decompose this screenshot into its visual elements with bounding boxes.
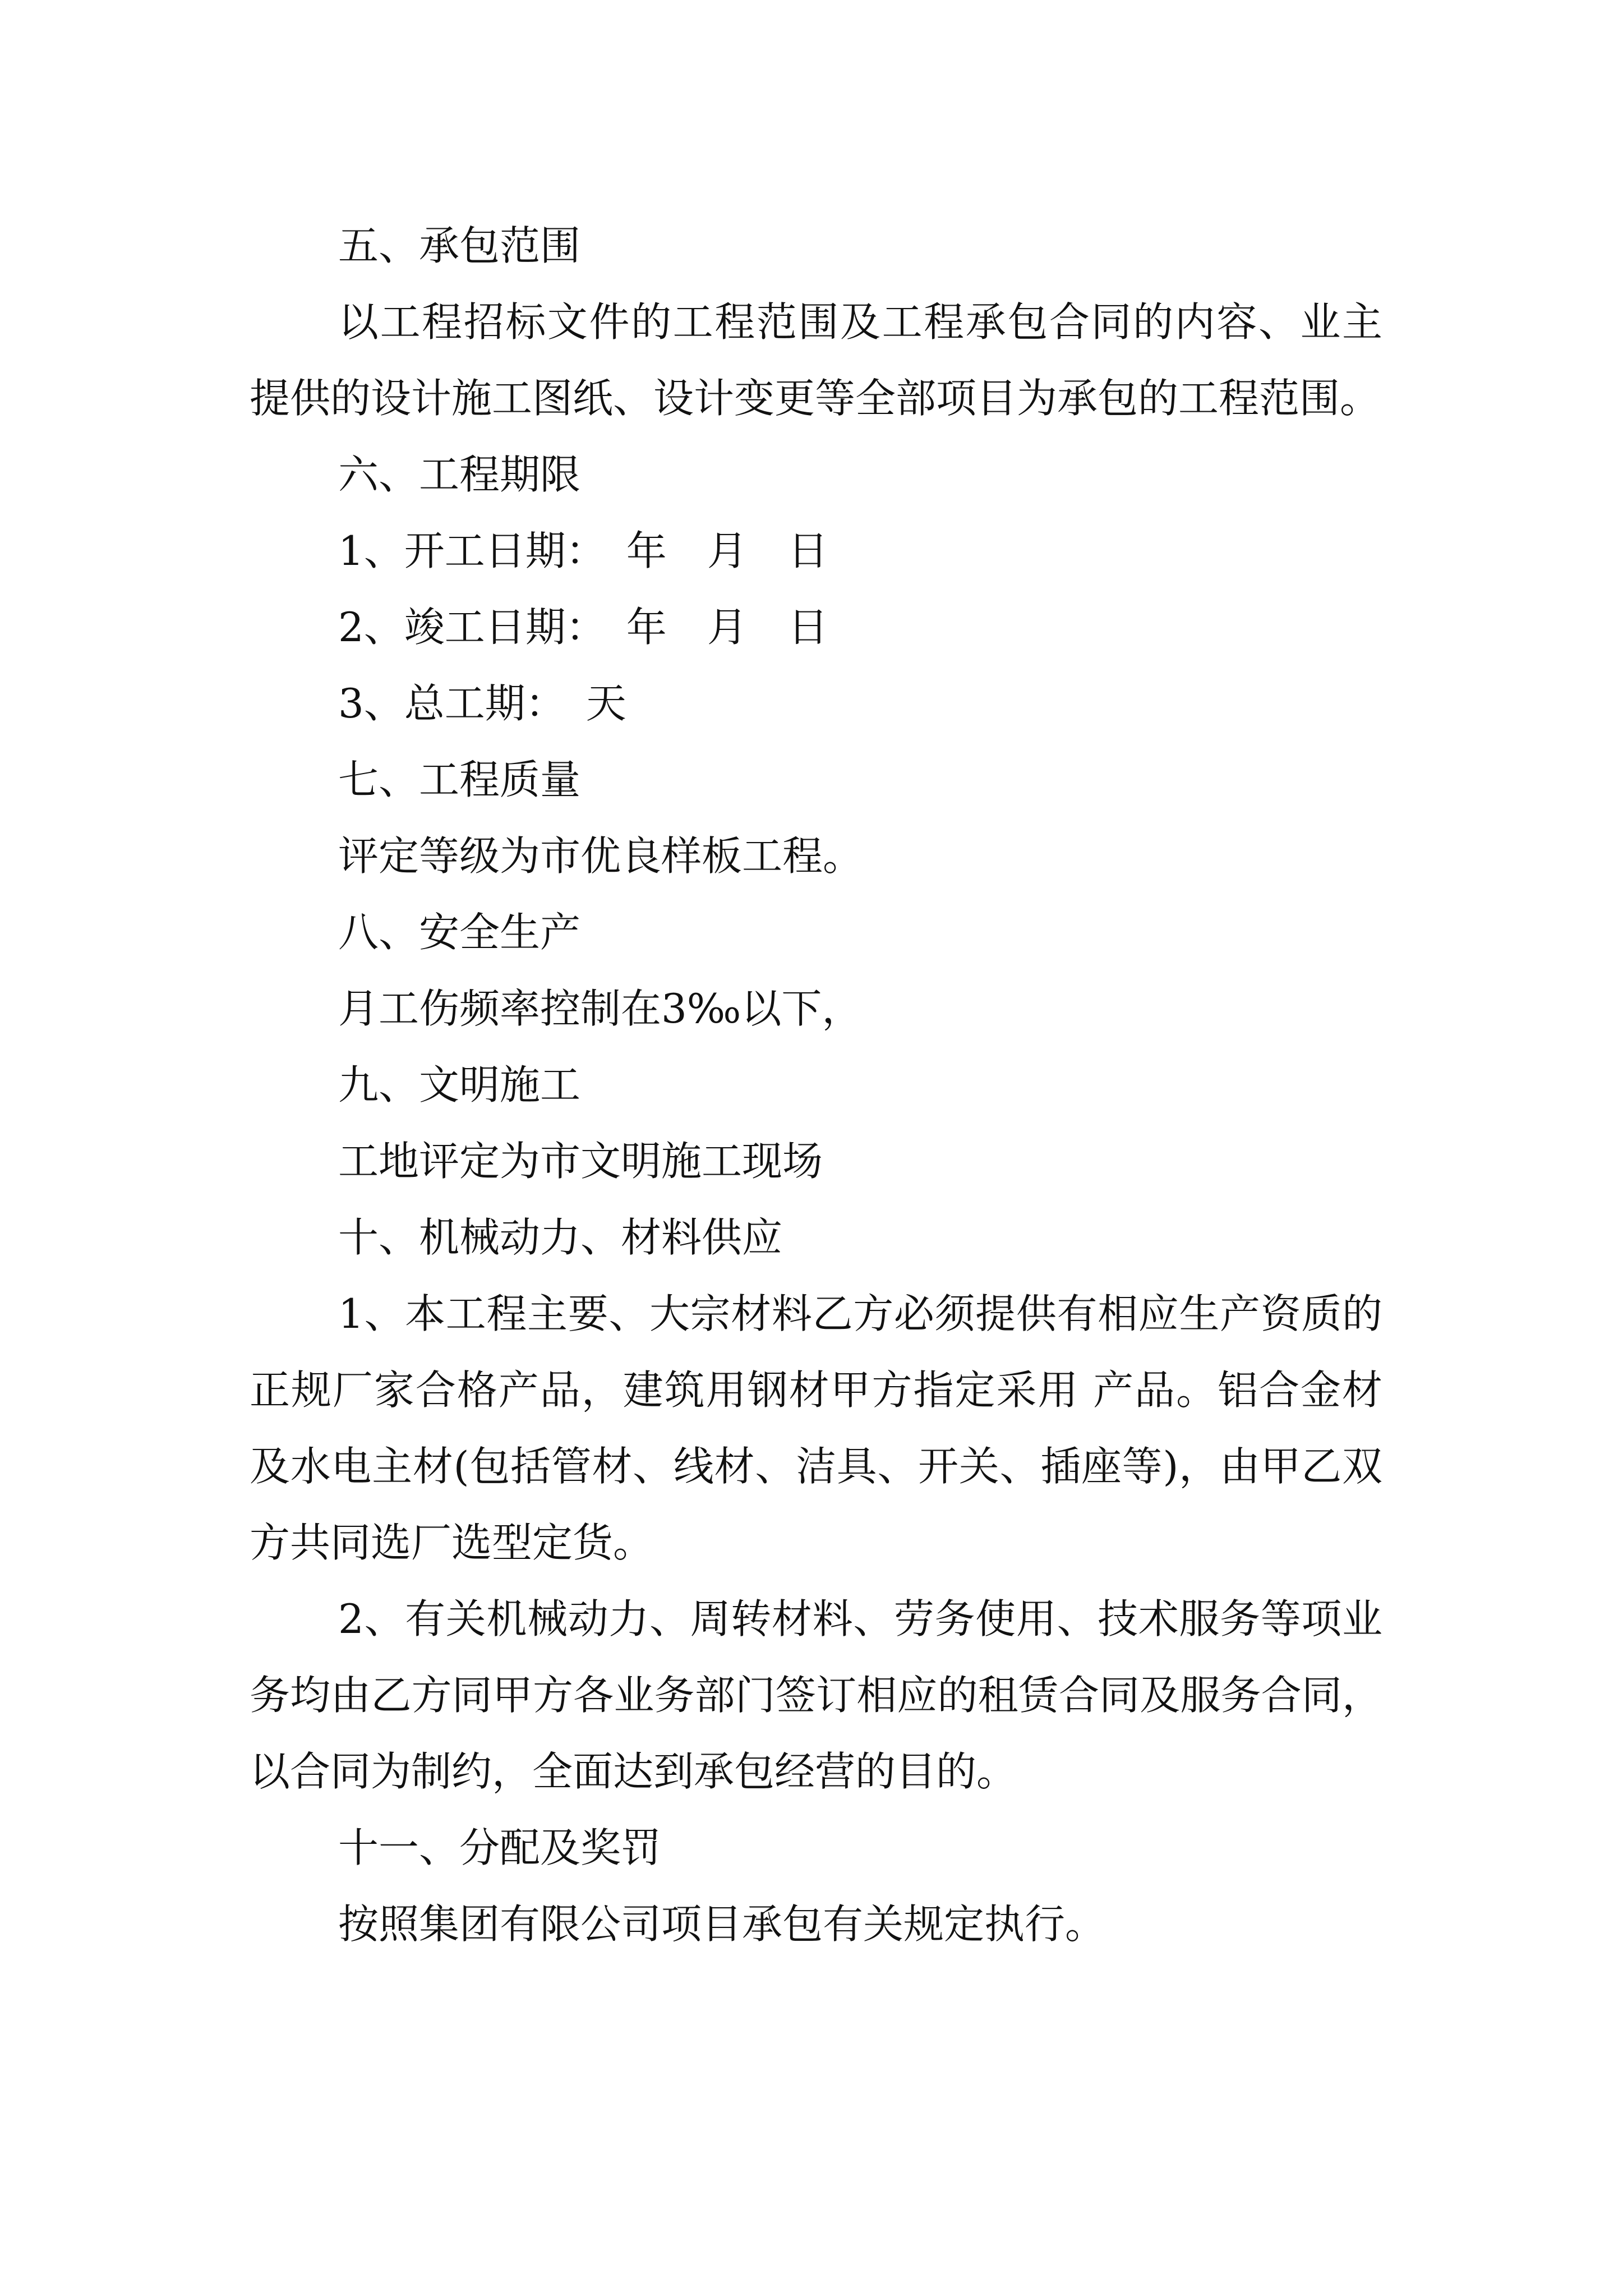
paragraph: 按照集团有限公司项目承包有关规定执行。 [338,1901,1106,1948]
section-heading: 八、安全生产 [338,909,581,956]
section-heading: 五、承包范围 [338,222,581,269]
paragraph: 1、本工程主要、大宗材料乙方必须提供有相应生产资质的正规厂家合格产品，建筑用钢材甲方指定采用 产品。铝合金材及水电主材(包括管材、线材、洁具、开关、插座等)，由甲乙双方共同选厂选型定货。 [250,1290,1382,1566]
paragraph: 2、有关机械动力、周转材料、劳务使用、技术服务等项业务均由乙方同甲方各业务部门签订相应的租赁合同及服务合同，以合同为制约，全面达到承包经营的目的。 [250,1595,1382,1795]
document-body [250,208,1382,1962]
section-heading: 七、工程质量 [338,756,581,803]
paragraph: 工地评定为市文明施工现场 [338,1138,823,1185]
paragraph: 以工程招标文件的工程范围及工程承包合同的内容、业主提供的设计施工图纸、设计变更等全部项目为承包的工程范围。 [250,298,1382,422]
paragraph: 评定等级为市优良样板工程。 [338,832,864,880]
list-item: 2、竣工日期： 年 月 日 [338,604,828,651]
list-item: 3、总工期： 天 [338,680,626,727]
section-heading: 十、机械动力、材料供应 [338,1214,783,1261]
section-heading: 六、工程期限 [338,451,581,498]
list-item: 1、开工日期： 年 月 日 [338,527,828,574]
section-heading: 九、文明施工 [338,1061,581,1108]
section-heading: 十一、分配及奖罚 [338,1824,662,1871]
paragraph: 月工伤频率控制在3‰以下， [338,985,863,1032]
